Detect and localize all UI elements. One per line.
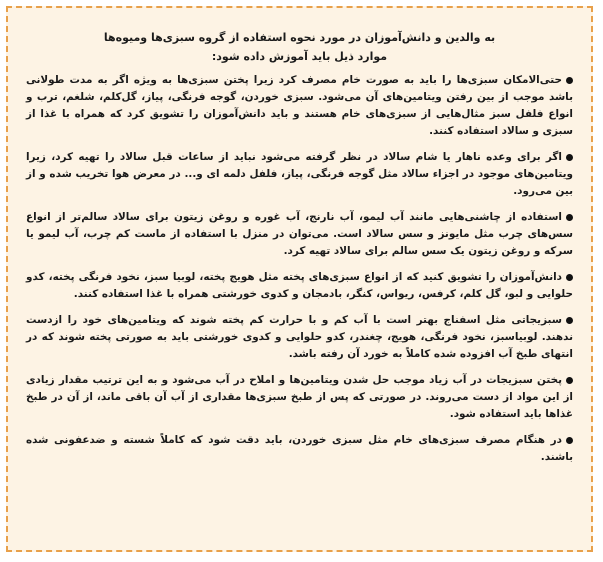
list-item xyxy=(26,372,573,423)
bullet-icon xyxy=(566,317,573,324)
list-item-text: پختن سبزیجات در آب زیاد موجب حل شدن ویتامین‌ها و املاح در آب می‌شود و به این ترتیب مقدار زیادی از این مواد از دست می‌روند. در صورتی که پس از طبخ سبزی‌ها مقداری از آب آن باقی ماند، از آن در طبخ غذاها باید استفاده شود. xyxy=(26,374,573,420)
bullet-icon xyxy=(566,377,573,384)
bullet-icon xyxy=(566,77,573,84)
heading xyxy=(26,28,573,66)
list-item-text: در هنگام مصرف سبزی‌های خام مثل سبزی خوردن، باید دقت شود که کاملاً شسته و ضدعفونی شده باشند. xyxy=(26,434,573,463)
list-item xyxy=(26,149,573,200)
list-item-text: حتی‌الامکان سبزی‌ها را باید به صورت خام مصرف کرد زیرا پختن سبزی‌ها به ویژه اگر به مدت طولانی باشد موجب از بین رفتن ویتامین‌های آن می‌شود. سبزی خوردن، گوجه فرنگی، پیاز، گل‌کلم، شلغم، ترب و انواع فلفل سبز مثال‌هایی از سبزی‌های خام هستند و باید دانش‌آموزان را تشویق کرد که همراه با غذا از سبزی و سالاد استفاده کنند. xyxy=(26,74,573,137)
list-item xyxy=(26,269,573,303)
list-item xyxy=(26,209,573,260)
bullet-icon xyxy=(566,274,573,281)
bullet-icon xyxy=(566,214,573,221)
heading-line-2: موارد ذیل باید آموزش داده شود: xyxy=(211,50,388,63)
list-item-text: دانش‌آموزان را تشویق کنید که از انواع سبزی‌های پخته مثل هویج پخته، لوبیا سبز، نخود فرنگی پخته، کدو حلوایی و لبو، گل کلم، کرفس، ریواس، کنگر، بادمجان و کدوی خورشتی همراه با غذا استفاده کنند. xyxy=(26,271,573,300)
list-item-text: اگر برای وعده ناهار یا شام سالاد در نظر گرفته می‌شود نباید از ساعات قبل سالاد را تهیه کرد، زیرا ویتامین‌های موجود در اجزاء سالاد مثل گوجه فرنگی، پیاز، فلفل دلمه ای و... در معرض هوا تخریب شده و از بین می‌رود. xyxy=(26,151,573,197)
guideline-list xyxy=(26,72,573,466)
bullet-icon xyxy=(566,437,573,444)
info-panel xyxy=(6,6,593,552)
list-item-text: استفاده از چاشنی‌هایی مانند آب لیمو، آب نارنج، آب غوره و روغن زیتون برای سالاد سالم‌تر از انواع سس‌های چرب مثل مایونز و سس سالاد است. می‌توان در منزل با استفاده از ماست کم چرب، آب لیمو یا سرکه و روغن زیتون یک سس سالم برای سالاد تهیه کرد. xyxy=(26,211,573,257)
bullet-icon xyxy=(566,154,573,161)
list-item-text: سبزیجاتی مثل اسفناج بهتر است با آب کم و با حرارت کم پخته شوند که ویتامین‌های خود را ازدست ندهند. لوبیاسبز، نخود فرنگی، هویج، چغندر، کدو حلوایی و کدوی خورشتی باید به صورتی پخته شوند که در انتهای طبخ آب افزوده شده کاملاً به خورد آن رفته باشد. xyxy=(26,314,573,360)
list-item xyxy=(26,432,573,466)
list-item xyxy=(26,72,573,140)
panel-content xyxy=(26,28,573,475)
heading-line-1: به والدین و دانش‌آموزان در مورد نحوه استفاده از گروه سبزی‌ها ومیوه‌ها xyxy=(103,31,496,44)
list-item xyxy=(26,312,573,363)
